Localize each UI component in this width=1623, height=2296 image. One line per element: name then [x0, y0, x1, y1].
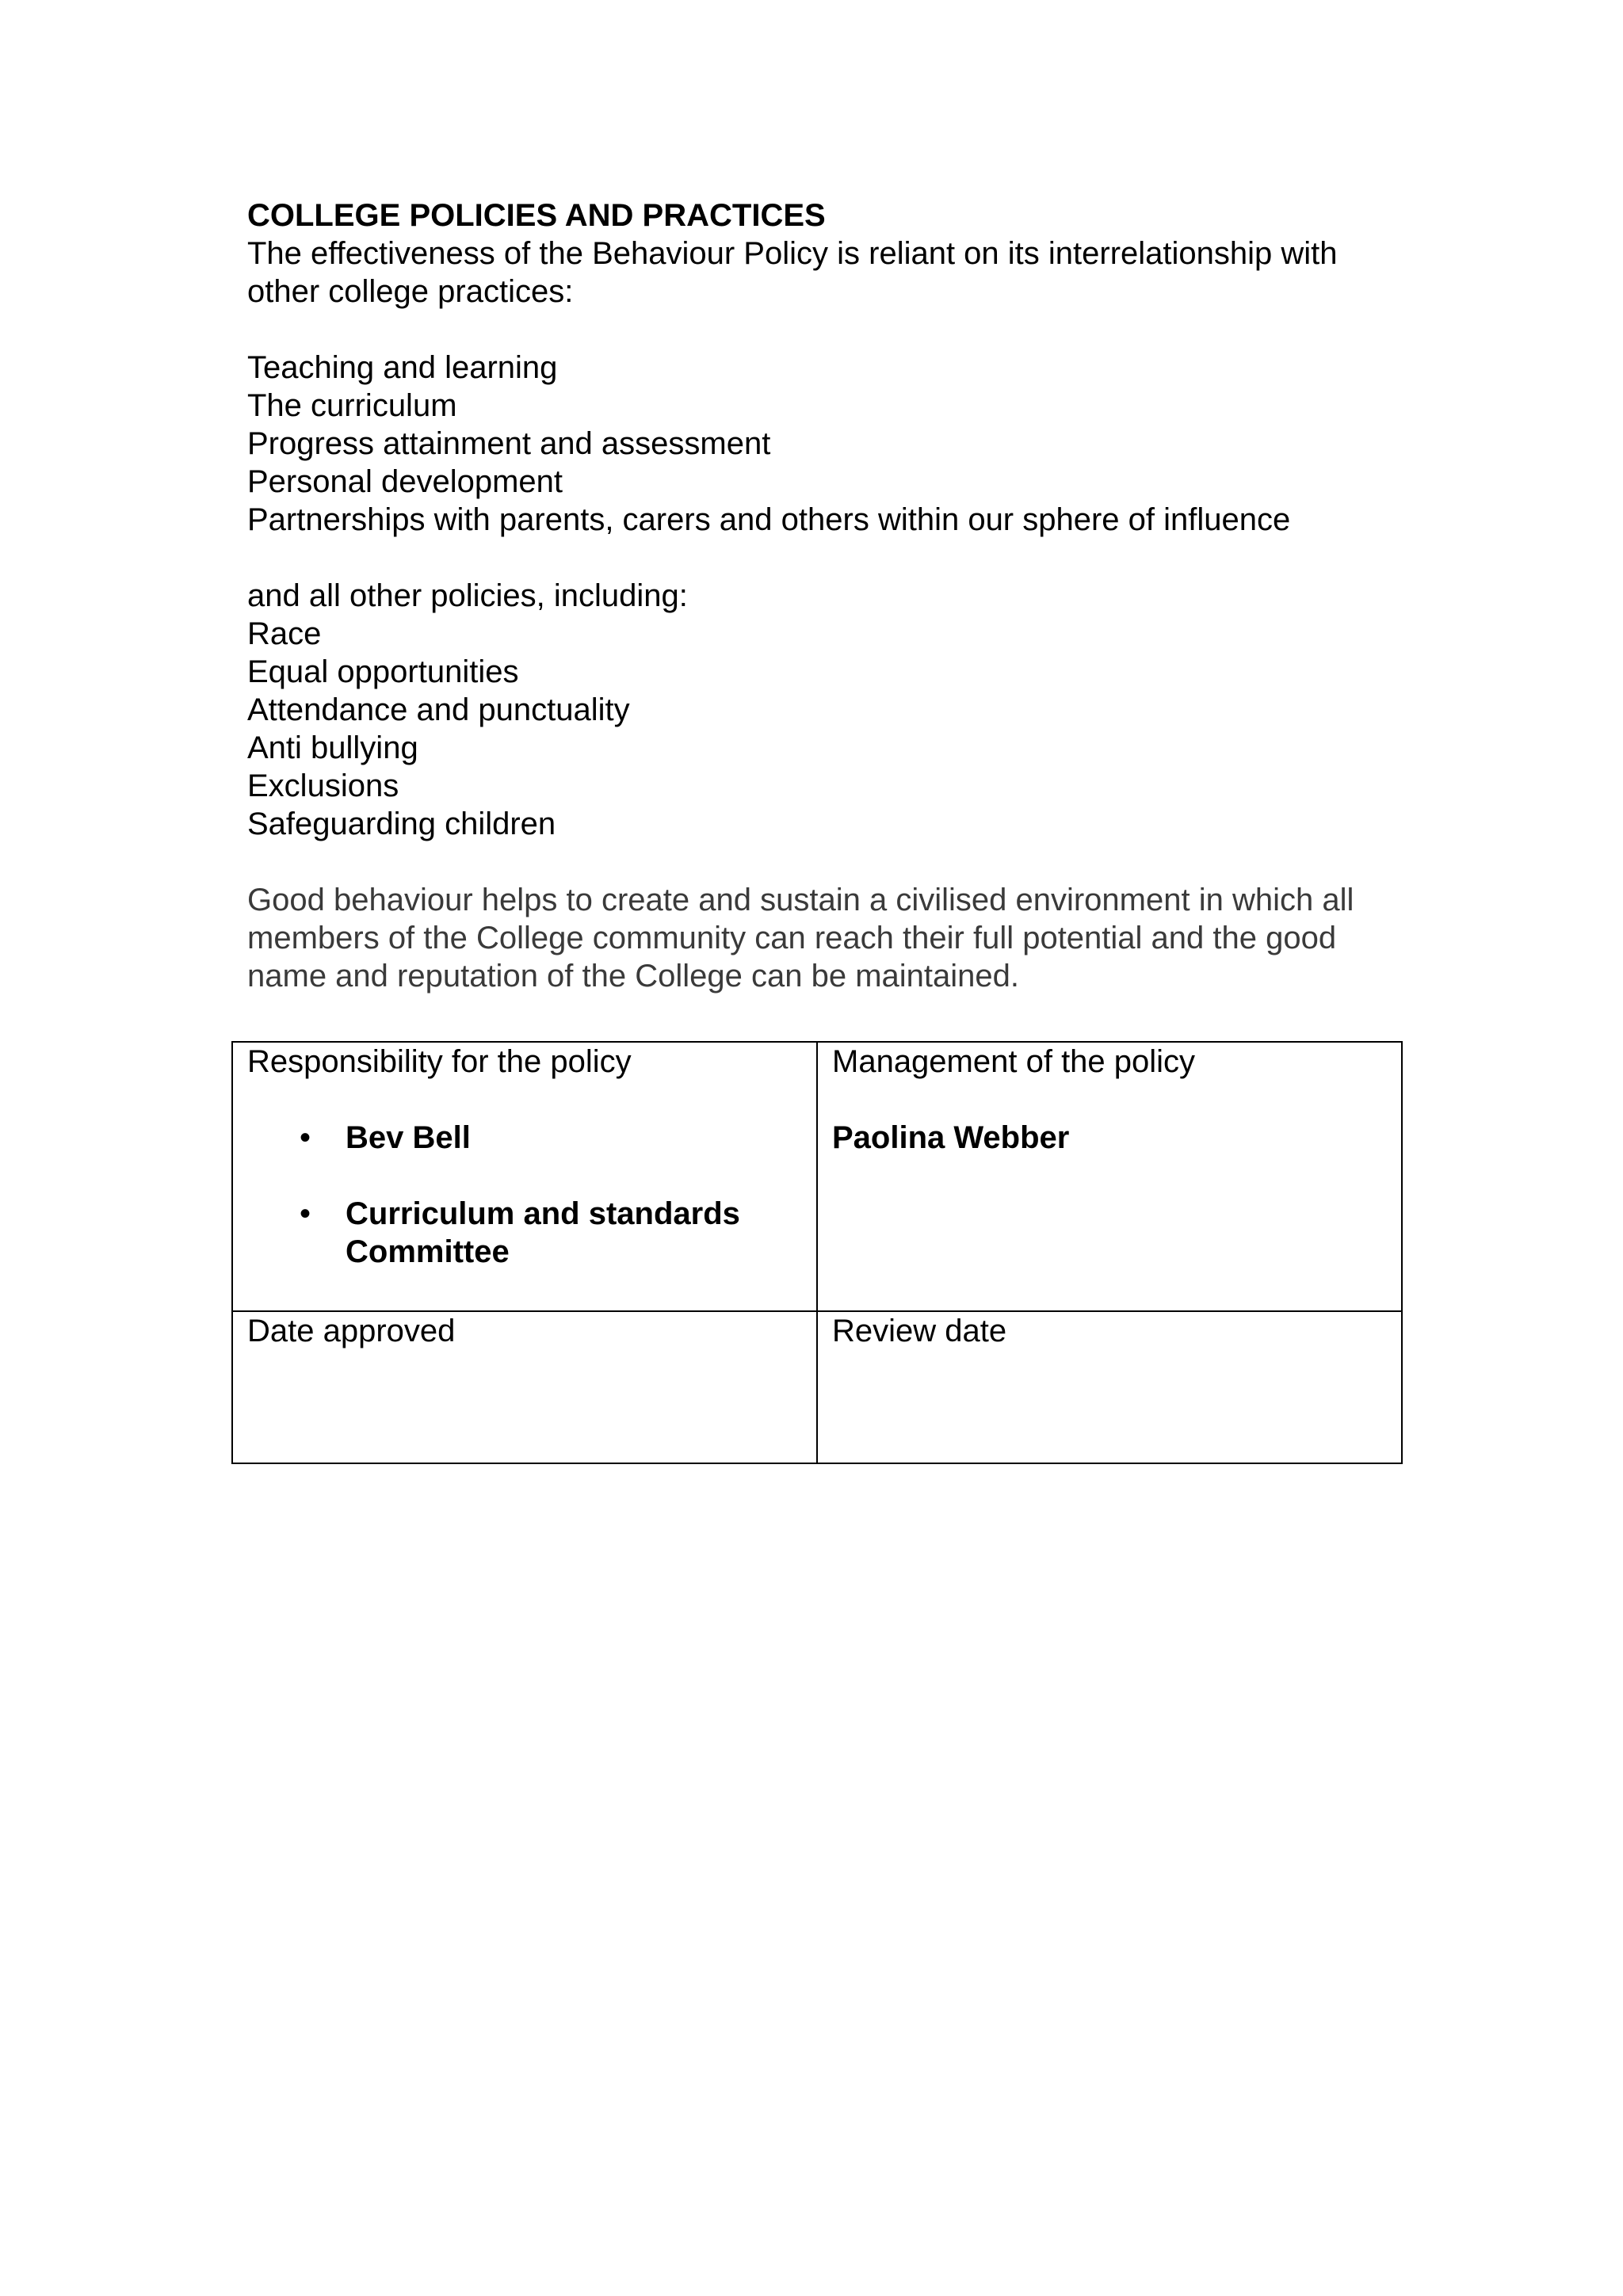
policy-item: Race [247, 616, 322, 651]
spacer [247, 311, 1396, 349]
policy-item: Equal opportunities [247, 654, 519, 689]
practice-item: Personal development [247, 464, 563, 499]
practice-item: Partnerships with parents, carers and others within our sphere of influence [247, 502, 1291, 537]
responsibility-label: Responsibility for the policy [247, 1044, 632, 1079]
management-name: Paolina Webber [832, 1120, 1070, 1155]
responsibility-item [247, 1195, 804, 1271]
date-approved-cell [232, 1311, 817, 1463]
table-row [232, 1311, 1402, 1463]
review-date-cell [817, 1311, 1402, 1463]
responsibility-cell [232, 1042, 817, 1311]
bullet-icon: • [300, 1196, 311, 1231]
practice-item: Progress attainment and assessment [247, 426, 771, 461]
practice-item: Teaching and learning [247, 350, 558, 385]
responsibility-item-text: Curriculum and standards Committee [346, 1196, 740, 1269]
policy-info-table [231, 1041, 1403, 1464]
spacer [247, 843, 1396, 881]
closing-paragraph: Good behaviour helps to create and sustain a civilised environment in which all members of the College community can reach their full potential and the good name and reputation of the College can be maintained. [247, 883, 1354, 994]
policy-item: Exclusions [247, 769, 399, 803]
policy-item: Anti bullying [247, 730, 418, 765]
responsibility-item [247, 1119, 804, 1157]
document-body [247, 196, 1396, 995]
review-date-label: Review date [832, 1314, 1007, 1348]
responsibility-item-text: Bev Bell [346, 1120, 471, 1155]
responsibility-list [247, 1119, 804, 1271]
practice-item: The curriculum [247, 388, 457, 423]
intro-paragraph: The effectiveness of the Behaviour Policy is reliant on its interrelationship with other college practices: [247, 236, 1338, 309]
management-label: Management of the policy [832, 1044, 1196, 1079]
management-cell [817, 1042, 1402, 1311]
policy-item: Attendance and punctuality [247, 692, 630, 727]
table-row [232, 1042, 1402, 1311]
policy-item: Safeguarding children [247, 807, 556, 841]
bullet-icon: • [300, 1120, 311, 1155]
policies-list [247, 615, 1396, 843]
date-approved-label: Date approved [247, 1314, 456, 1348]
policies-intro: and all other policies, including: [247, 578, 688, 613]
spacer [247, 539, 1396, 577]
section-heading: COLLEGE POLICIES AND PRACTICES [247, 198, 826, 233]
practices-list [247, 349, 1396, 539]
